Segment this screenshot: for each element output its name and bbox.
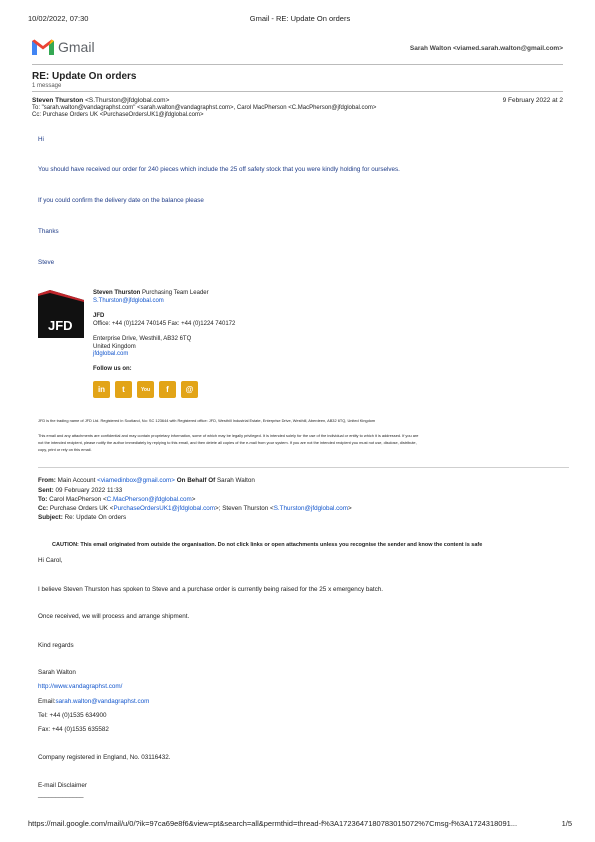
message2-url[interactable]: http://www.vandagraphst.com/ <box>38 683 123 690</box>
message2-regards: Kind regards <box>38 642 74 649</box>
quoted-divider <box>38 467 569 468</box>
jfd-logo <box>38 290 84 340</box>
header-divider <box>32 64 563 65</box>
youtube-icon[interactable]: You <box>137 381 154 398</box>
gmail-logo[interactable] <box>32 39 54 57</box>
account-info: Sarah Walton <viamed.sarah.walton@gmail.com> <box>409 45 563 52</box>
gmail-logo-text: Gmail <box>58 39 95 55</box>
subject-label: Subject: <box>38 514 63 521</box>
message2-dashes: _____________ <box>38 791 84 798</box>
print-title: Gmail - RE: Update On orders <box>249 14 351 23</box>
message2-greeting: Hi Carol, <box>38 557 63 564</box>
legal-line: JFD is the trading name of JFD Ltd. Registered in Scotland, No: SC 123644 with Registered office: JFD, Westhill Industrial Estate, Enterprise Drive, Westhill, Aberdeen, AB32 6TQ, United Kingdom <box>38 418 376 423</box>
thread-subject: RE: Update On orders <box>32 71 137 82</box>
signature-company: JFD <box>93 313 105 319</box>
body-line: Hi <box>38 136 44 143</box>
print-datetime: 10/02/2022, 07:30 <box>28 14 89 23</box>
message1-from <box>32 97 169 104</box>
body-line: If you could confirm the delivery date on the balance please <box>38 197 204 204</box>
sent-label: Sent: <box>38 487 54 494</box>
cc-email[interactable]: PurchaseOrdersUK1@jfdglobal.com <box>113 505 216 512</box>
gmail-m-icon <box>32 39 54 55</box>
behalf-label: On Behalf Of <box>176 477 216 484</box>
cc-end: > <box>348 505 352 512</box>
twitter-icon[interactable]: t <box>115 381 132 398</box>
signature-email[interactable]: S.Thurston@jfdglobal.com <box>93 298 164 304</box>
sender-name: Steven Thurston <box>32 97 84 104</box>
signature-name: Steven Thurston <box>93 290 141 296</box>
linkedin-icon[interactable]: in <box>93 381 110 398</box>
to-label: To: <box>38 496 48 503</box>
message2-paragraph: Once received, we will process and arrange shipment. <box>38 613 190 620</box>
cc-mid: >; Steven Thurston < <box>215 505 274 512</box>
body-line: Steve <box>38 259 55 266</box>
signature-role: Purchasing Team Leader <box>142 290 209 296</box>
message2-company: Company registered in England, No. 03116432. <box>38 754 171 761</box>
from-text: Main Account <box>57 477 96 484</box>
quoted-subject <box>38 514 126 521</box>
body-line: Thanks <box>38 228 59 235</box>
message1-date: 9 February 2022 at 2 <box>502 97 563 104</box>
body-line: You should have received our order for 240 pieces which include the 25 off safety stock that you were kindly holding for ourselves. <box>38 166 400 173</box>
sent-text: 09 February 2022 11:33 <box>55 487 123 494</box>
from-email[interactable]: <viamedinbox@gmail.com> <box>97 477 175 484</box>
signature-address2: United Kingdom <box>93 344 136 350</box>
print-footer-url: https://mail.google.com/mail/u/0/?ik=97ca69e8f6&view=pt&search=all&permthid=thread-f%3A1723647180783015072%7Cmsg-f%3A1724318091... <box>28 819 518 828</box>
message2-paragraph: I believe Steven Thurston has spoken to Steve and a purchase order is currently being raised for the 25 x emergency batch. <box>38 586 384 593</box>
cc-email-2[interactable]: S.Thurston@jfdglobal.com <box>273 505 349 512</box>
quoted-cc <box>38 505 352 512</box>
legal-line: This email and any attachments are confidential and may contain proprietary information, some of which may be legally privileged. It is intended solely for the use of the individual or entity to which it is addressed. If you are <box>38 433 419 438</box>
cc-label: Cc: <box>38 505 49 512</box>
facebook-icon[interactable]: f <box>159 381 176 398</box>
signature-address1: Enterprise Drive, Westhill, AB32 6TQ <box>93 336 192 342</box>
quoted-from <box>38 477 255 484</box>
thread-divider <box>32 91 563 92</box>
to-name: Carol MacPherson < <box>49 496 107 503</box>
sender-email[interactable]: <S.Thurston@jfdglobal.com> <box>85 97 170 104</box>
follow-label: Follow us on: <box>93 366 132 372</box>
message1-cc: Cc: Purchase Orders UK <PurchaseOrdersUK1@jfdglobal.com> <box>32 112 204 118</box>
message2-tel: Tel: +44 (0)1535 634900 <box>38 712 107 719</box>
from-label: From: <box>38 477 56 484</box>
message2-name: Sarah Walton <box>38 669 76 676</box>
quoted-sent <box>38 487 122 494</box>
subject-text: Re: Update On orders <box>64 514 127 521</box>
jfd-logo-text: JFD <box>48 318 73 333</box>
signature-name-line <box>93 290 209 296</box>
email-icon[interactable]: @ <box>181 381 198 398</box>
message2-email-line <box>38 698 149 705</box>
legal-line: not the intended recipient, please notify the author immediately by replying to this email, and then delete all copies of the e-mail from your system. If you are not the intended recipient you must not use, disclose, distribute, <box>38 440 417 445</box>
to-end: > <box>191 496 196 503</box>
message2-fax: Fax: +44 (0)1535 635582 <box>38 726 109 733</box>
signature-phones: Office: +44 (0)1224 740145 Fax: +44 (0)1224 740172 <box>93 321 236 327</box>
message2-email[interactable]: sarah.walton@vandagraphst.com <box>55 698 150 705</box>
message1-to: To: "sarah.walton@vandagraphst.com" <sarah.walton@vandagraphst.com>, Carol MacPherson <C.MacPherson@jfdglobal.com> <box>32 105 377 111</box>
message2-disclaimer: E-mail Disclaimer <box>38 782 87 789</box>
quoted-to <box>38 496 195 503</box>
signature-website[interactable]: jfdglobal.com <box>93 351 129 357</box>
to-email[interactable]: C.MacPherson@jfdglobal.com <box>106 496 192 503</box>
behalf-name: Sarah Walton <box>216 477 255 484</box>
print-page-number: 1/5 <box>561 819 572 828</box>
cc-name: Purchase Orders UK < <box>49 505 114 512</box>
message-count: 1 message <box>32 83 62 89</box>
email-label: Email: <box>38 698 56 705</box>
legal-line: copy, print or rely on this email. <box>38 447 92 452</box>
caution-banner: CAUTION: This email originated from outside the organisation. Do not click links or open attachments unless you recognise the sender and know the content is safe <box>52 542 483 548</box>
